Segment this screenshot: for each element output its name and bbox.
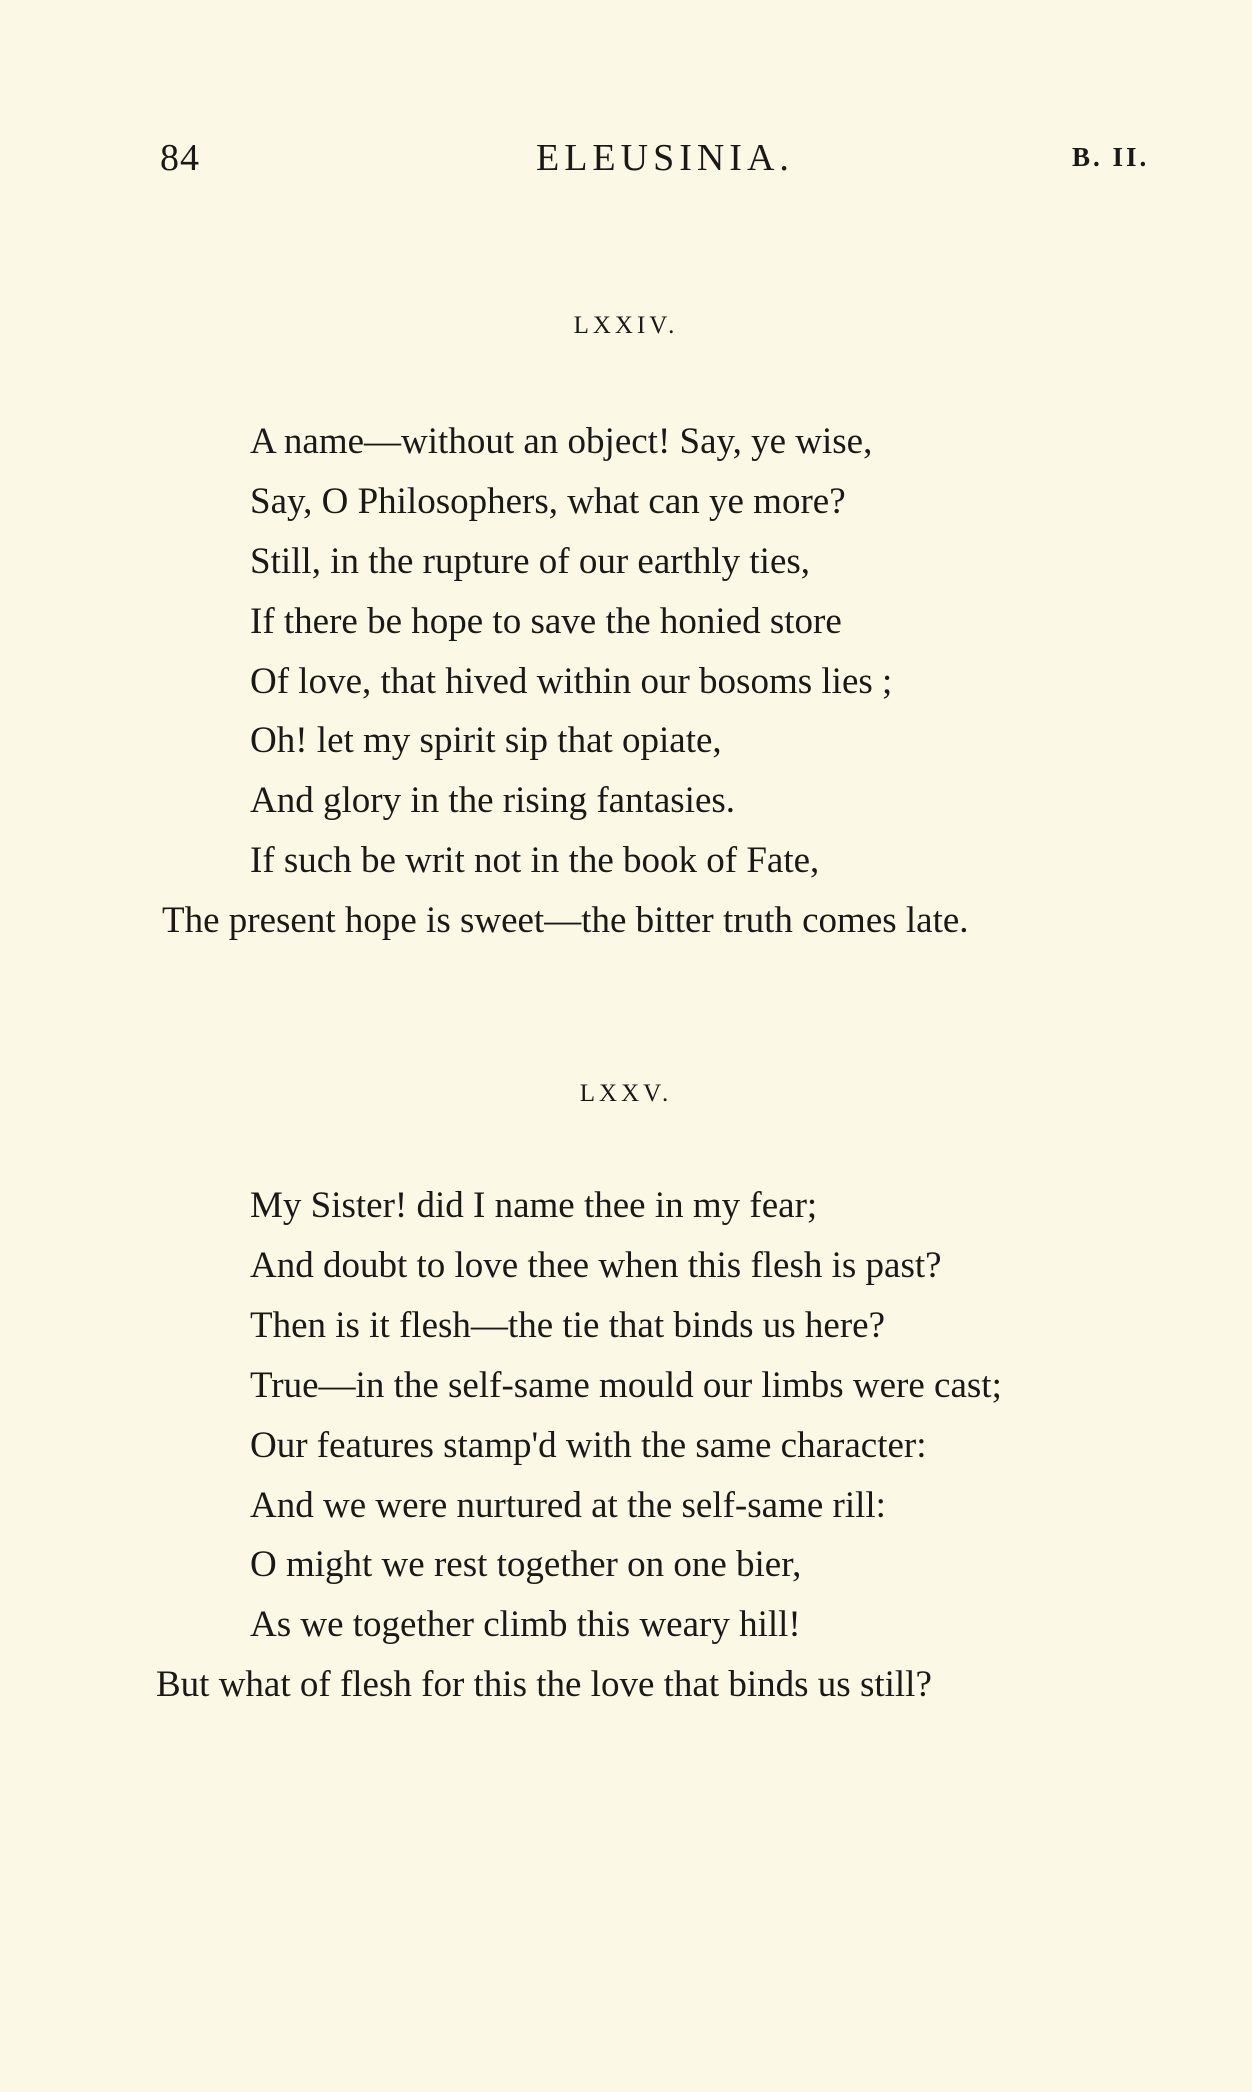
verse-line: If such be writ not in the book of Fate,: [250, 840, 820, 881]
verse-line: True—in the self-same mould our limbs were cast;: [250, 1365, 1002, 1406]
verse-line: If there be hope to save the honied store: [250, 601, 842, 642]
verse-line: As we together climb this weary hill!: [250, 1604, 801, 1645]
verse-line: My Sister! did I name thee in my fear;: [250, 1185, 818, 1226]
stanza-number-lxxiv: LXXIV.: [573, 312, 679, 339]
verse-line: Say, O Philosophers, what can ye more?: [250, 481, 846, 522]
verse-line: A name—without an object! Say, ye wise,: [250, 421, 873, 462]
page-number: 84: [160, 137, 200, 179]
verse-line-alexandrine: The present hope is sweet—the bitter truth comes late.: [162, 900, 969, 941]
running-header: [0, 136, 1252, 186]
running-title: ELEUSINIA.: [536, 137, 794, 179]
verse-line-alexandrine: But what of flesh for this the love that binds us still?: [156, 1664, 932, 1705]
verse-line: And doubt to love thee when this flesh is past?: [250, 1245, 942, 1286]
verse-line: Still, in the rupture of our earthly ties,: [250, 541, 811, 582]
verse-line: O might we rest together on one bier,: [250, 1544, 802, 1585]
stanza-number-lxxv: LXXV.: [579, 1080, 673, 1107]
verse-line: And glory in the rising fantasies.: [250, 780, 736, 821]
verse-line: Our features stamp'd with the same character:: [250, 1425, 927, 1466]
book-reference: B. II.: [1072, 142, 1150, 172]
verse-line: Oh! let my spirit sip that opiate,: [250, 720, 722, 761]
verse-line: Of love, that hived within our bosoms lies ;: [250, 661, 893, 702]
verse-line: And we were nurtured at the self-same rill:: [250, 1485, 886, 1526]
verse-line: Then is it flesh—the tie that binds us here?: [250, 1305, 886, 1346]
